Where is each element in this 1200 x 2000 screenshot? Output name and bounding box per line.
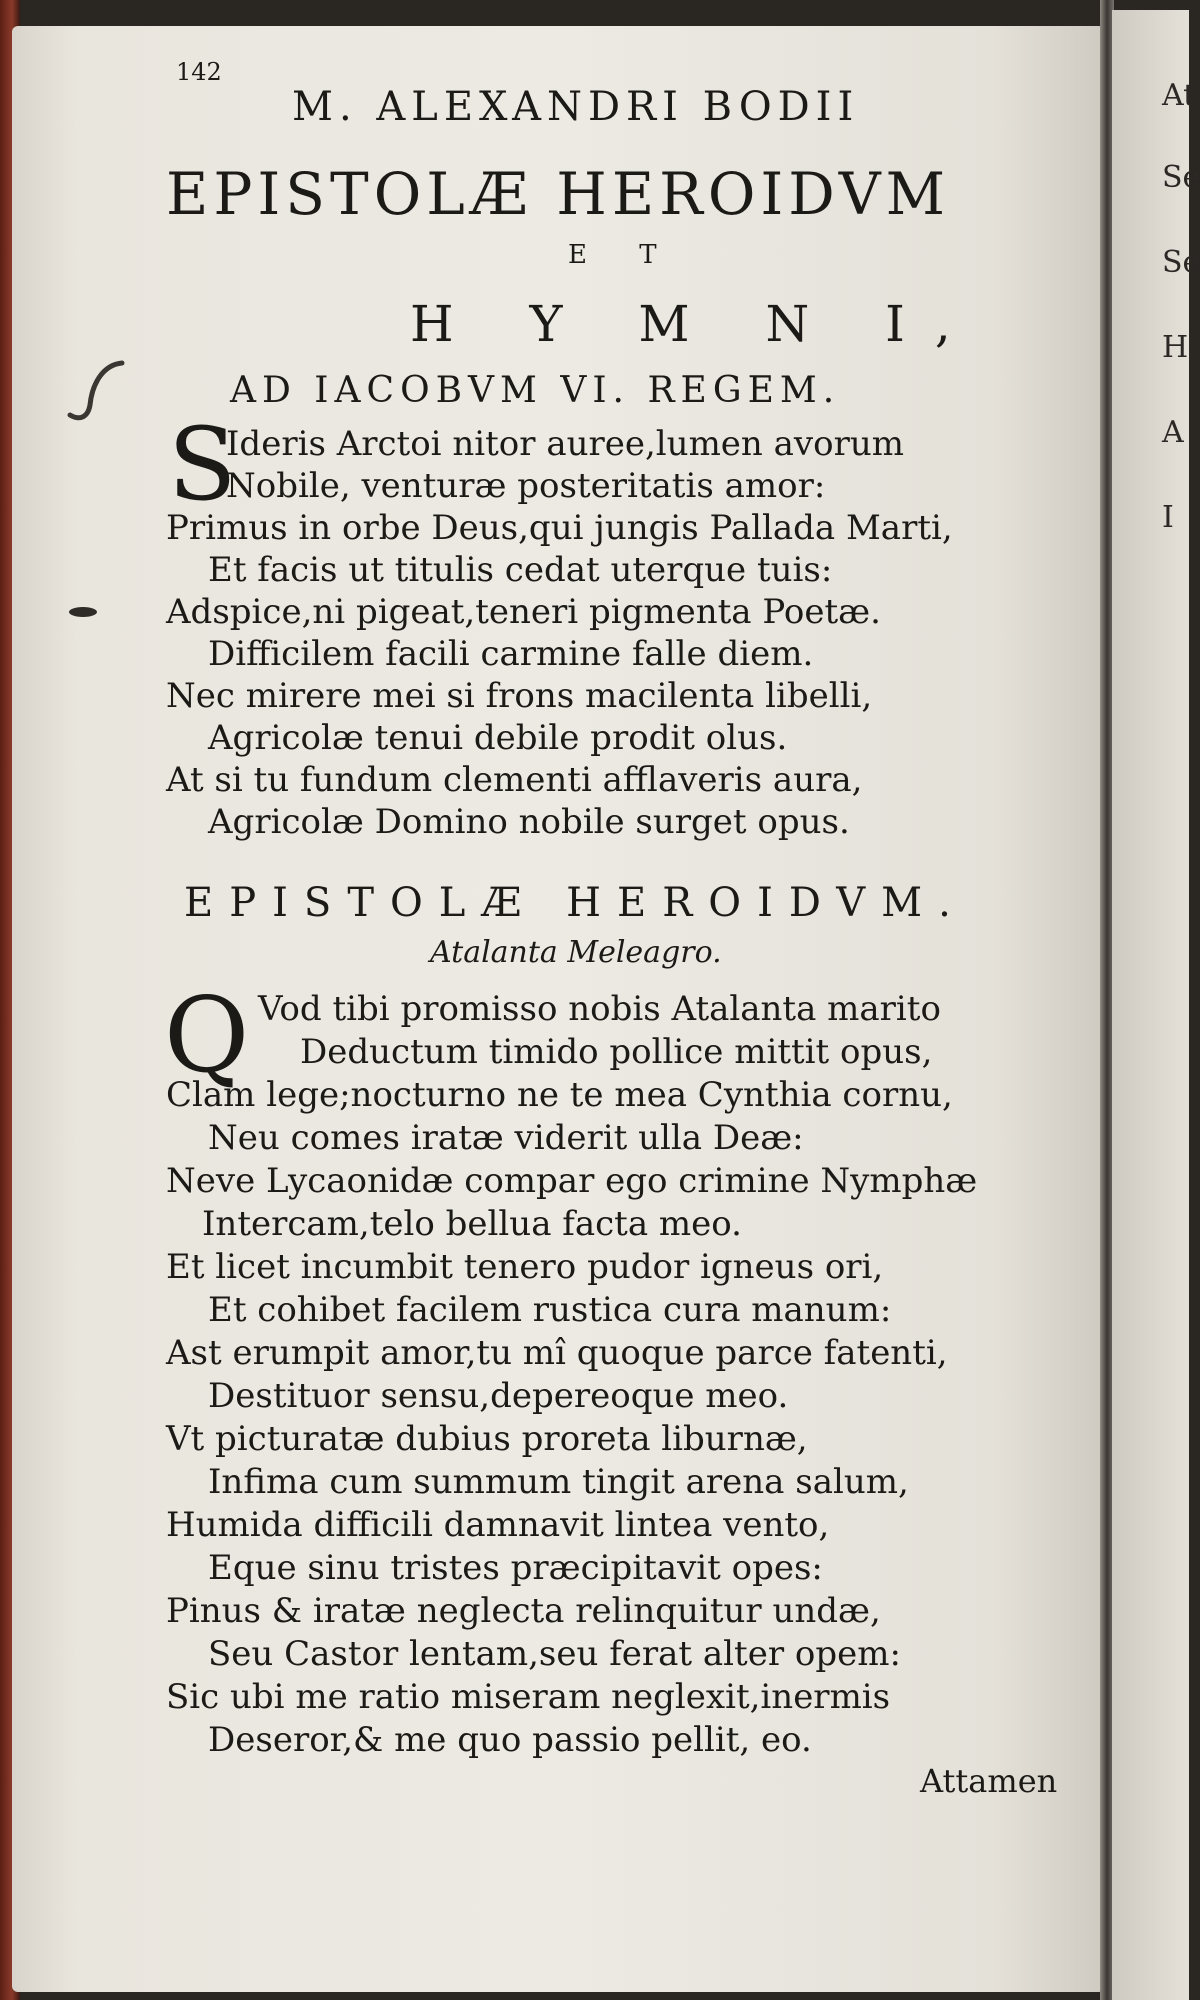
verse-line: Primus in orbe Deus,qui jungis Pallada Marti,	[166, 508, 953, 548]
verse-line: Eque sinu tristes præcipitavit opes:	[208, 1548, 823, 1588]
verse-line: Sic ubi me ratio miseram neglexit,inermis	[166, 1677, 891, 1717]
author-line: M. ALEXANDRI BODII	[292, 84, 860, 130]
verse-line: Vod tibi promisso nobis Atalanta marito	[258, 989, 941, 1029]
verse-line: Deseror,& me quo passio pellit, eo.	[208, 1720, 812, 1760]
facing-page-fragment: A	[1162, 415, 1184, 450]
ink-mark-icon	[62, 355, 132, 425]
verse-line: Infima cum summum tingit arena salum,	[208, 1462, 909, 1502]
verse-line: Humida difficili damnavit lintea vento,	[166, 1505, 830, 1545]
ink-blot-icon	[65, 603, 103, 621]
verse-line: Adspice,ni pigeat,teneri pigmenta Poetæ.	[166, 592, 881, 632]
verse-line: Nobile, venturæ posteritatis amor:	[226, 466, 826, 506]
facing-page-edge	[1112, 10, 1189, 2000]
verse-line: Intercam,telo bellua facta meo.	[202, 1204, 742, 1244]
verse-line: Et facis ut titulis cedat uterque tuis:	[208, 550, 833, 590]
facing-page-fragment: At	[1162, 78, 1196, 113]
verse-line: Nec mirere mei si frons macilenta libelli,	[166, 676, 873, 716]
verse-line: Seu Castor lentam,seu ferat alter opem:	[208, 1634, 901, 1674]
facing-page-fragment: Se	[1162, 245, 1200, 280]
verse-line: Neve Lycaonidæ compar ego crimine Nymphæ	[166, 1161, 978, 1201]
facing-page-fragment: I	[1162, 500, 1174, 535]
section-subtitle: Atalanta Meleagro.	[430, 935, 722, 970]
verse-line: Deductum timido pollice mittit opus,	[300, 1032, 933, 1072]
facing-page-fragment: Se	[1162, 160, 1200, 195]
title-conjunction: E T	[568, 240, 679, 270]
section-heading: EPISTOLÆ HEROIDVM.	[184, 880, 967, 926]
verse-line: Destituor sensu,depereoque meo.	[208, 1376, 789, 1416]
verse-line: Agricolæ Domino nobile surget opus.	[208, 802, 850, 842]
verse-line: Ast erumpit amor,tu mî quoque parce fatenti,	[166, 1333, 948, 1373]
verse-line: Neu comes iratæ viderit ulla Deæ:	[208, 1118, 804, 1158]
drop-cap: Q	[164, 974, 250, 1096]
verse-line: Clam lege;nocturno ne te mea Cynthia cornu,	[166, 1075, 953, 1115]
verse-line: Vt picturatæ dubius proreta liburnæ,	[166, 1419, 808, 1459]
verse-line: Ideris Arctoi nitor auree,lumen avorum	[226, 424, 904, 464]
catchword: Attamen	[920, 1762, 1058, 1800]
title-hymni: H Y M N I,	[410, 295, 981, 353]
dedication-heading: AD IACOBVM VI. REGEM.	[230, 370, 841, 411]
page-number: 142	[176, 58, 222, 86]
drop-cap: S	[168, 406, 237, 523]
page-title: EPISTOLÆ HEROIDVM	[166, 160, 951, 228]
verse-line: At si tu fundum clementi afflaveris aura,	[166, 760, 863, 800]
verse-line: Et cohibet facilem rustica cura manum:	[208, 1290, 892, 1330]
verse-line: Pinus & iratæ neglecta relinquitur undæ,	[166, 1591, 881, 1631]
verse-line: Difficilem facili carmine falle diem.	[208, 634, 814, 674]
verse-line: Agricolæ tenui debile prodit olus.	[208, 718, 788, 758]
verse-line: Et licet incumbit tenero pudor igneus ori,	[166, 1247, 884, 1287]
facing-page-fragment: H	[1162, 330, 1189, 365]
